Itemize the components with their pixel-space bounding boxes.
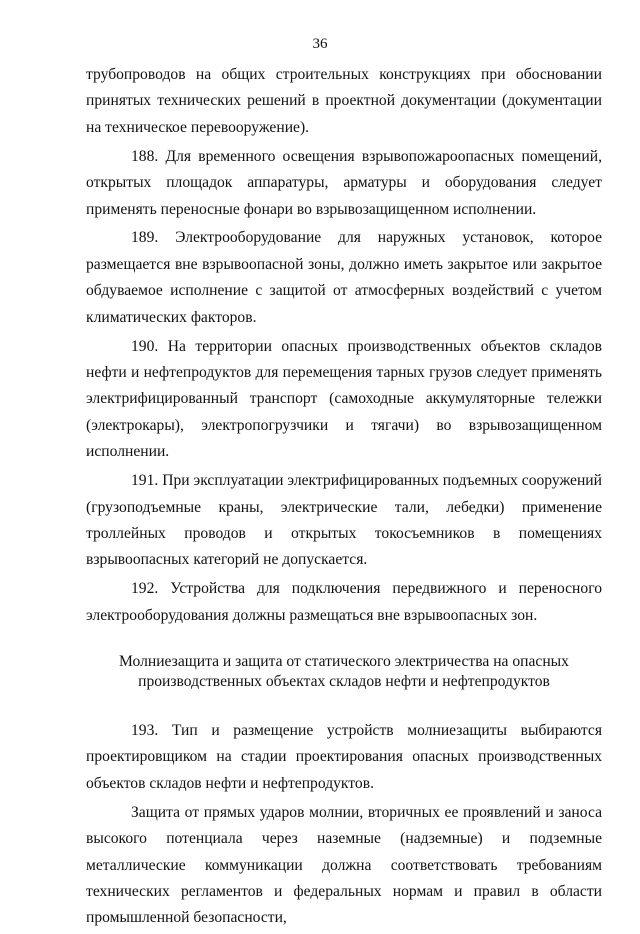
paragraph-191: 191. При эксплуатации электрифицированных подъемных сооружений (грузоподъемные краны, электрические тали, лебедки) применение троллейных проводов и открытых токосъемников в помещениях взрывоопасных категорий не допускается. — [86, 472, 602, 569]
paragraph-190: 190. На территории опасных производственных объектов складов нефти и нефтепродуктов для перемещения тарных грузов следует применять электрифицированный транспорт (самоходные аккумуляторные тележки (электрокары), электропогрузчики и тягачи) во взрывозащищенном исполнении. — [86, 337, 602, 461]
paragraph-lightning-protection: Защита от прямых ударов молнии, вторичных ее проявлений и заноса высокого потенциала через наземные (надземные) и подземные металлические коммуникации должна соответствовать требованиям технических регламентов и федеральных нормам и правил в области промышленной безопасности, — [86, 803, 602, 927]
paragraph-189: 189. Электрооборудование для наружных установок, которое размещается вне взрывоопасной зоны, должно иметь закрытое или закрытое обдуваемое исполнение с защитой от атмосферных воздействий с учетом климатических факторов. — [86, 229, 602, 326]
paragraph-193: 193. Тип и размещение устройств молниезащиты выбираются проектировщиком на стадии проектирования опасных производственных объектов складов нефти и нефтепродуктов. — [86, 722, 602, 792]
section-heading: Молниезащита и защита от статического электричества на опасных производственных объектах складов нефти и нефтепродуктов — [119, 653, 569, 690]
page-number: 36 — [312, 36, 328, 52]
paragraph-continuation: трубопроводов на общих строительных конструкциях при обосновании принятых технических решений в проектной документации (документации на техническое перевооружение). — [86, 66, 602, 136]
document-body — [86, 62, 602, 934]
paragraph-188: 188. Для временного освещения взрывопожароопасных помещений, открытых площадок аппаратуры, арматуры и оборудования следует применять переносные фонари во взрывозащищенном исполнении. — [86, 147, 602, 218]
paragraph-192: 192. Устройства для подключения передвижного и переносного электрооборудования должны размещаться вне взрывоопасных зон. — [86, 580, 602, 624]
